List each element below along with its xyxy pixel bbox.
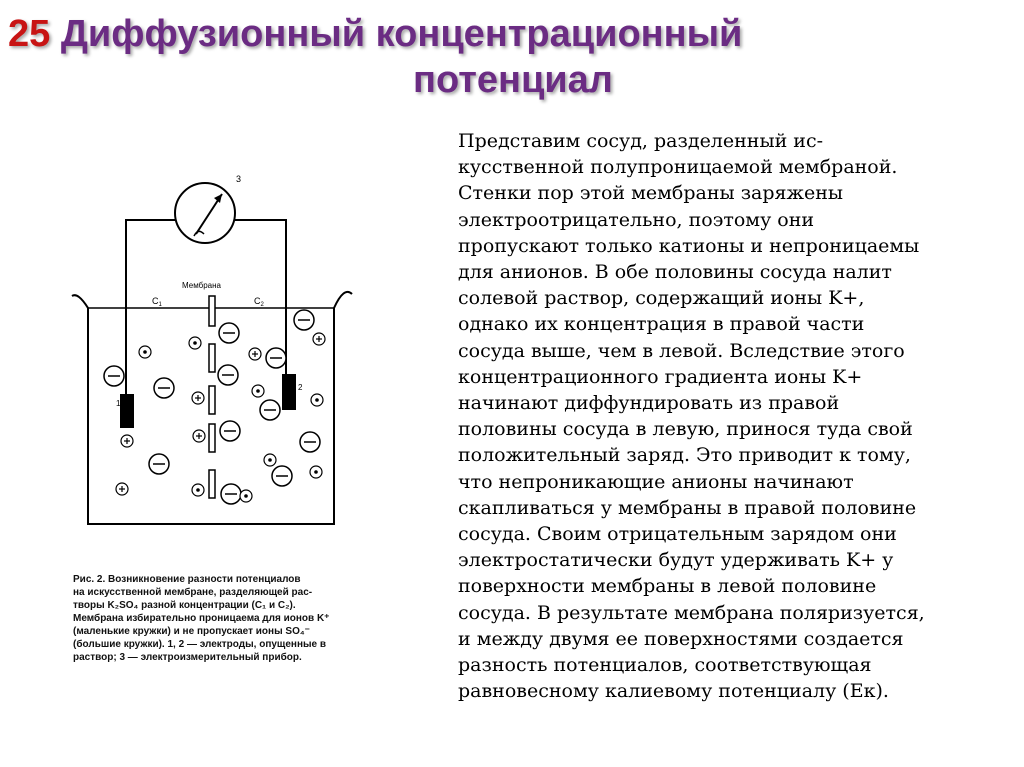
c2-label: $C_2$ [254,296,264,308]
cation-icon [189,337,201,349]
anion-icon [220,421,240,441]
anion-icon [154,378,174,398]
title-line-2: потенциал [413,59,613,101]
slide-number: 25 [8,13,51,55]
electrode-2 [282,374,296,410]
figure-caption: Рис. 2. Возникновение разности потенциалов на искусственной мембране, разделяющей рас- творы K₂SO₄ разной концентрации (C₁ и C₂). Мембрана избирательно проницаема для ионов K⁺ (маленькие кружки) и не пропускает ионы SO₄⁻ (большие кружки). 1, 2 — электроды, опущенные в раствор; 3 — электроизмерительный прибор. [73,574,330,663]
membrane [209,296,215,498]
diagram-svg [64,168,374,533]
cation-icon [192,392,204,404]
anion-icon [219,323,239,343]
cation-icon [192,484,204,496]
anion-icon [266,348,286,368]
membrane-diagram [64,168,374,533]
cation-icon [264,454,276,466]
cation-icon [249,348,261,360]
cation-icon [193,430,205,442]
cation-icon [116,483,128,495]
anion-icon [218,365,238,385]
cation-icon [252,385,264,397]
anion-icon [294,310,314,330]
cations [116,333,325,502]
anion-icon [300,432,320,452]
cation-icon [240,490,252,502]
electrode-2-label: 2 [298,383,303,392]
slide-title [8,12,1018,102]
voltmeter-icon [175,183,235,243]
anion-icon [149,454,169,474]
body-paragraph: Представим сосуд, разделенный ис- кусственной полупроницаемой мембраной. Стенки пор этой мембраны заряжены электроотрицательно, поэтому они пропускают только катионы и непроницаемы для анионов. В обе половины сосуда налит солевой раствор, содержащий ионы K+, однако их концентрация в правой части сосуда выше, чем в левой. Вследствие этого концентрационного градиента ионы K+ начинают диффундировать из правой половины сосуда в левую, принося туда свой положительный заряд. Это приводит к тому, что непроникающие анионы начинают скапливаться у мембраны в правой половине сосуда. Своим отрицательным зарядом они электростатически будут удерживать K+ у поверхности мембраны в левой половине сосуда. В результате мембрана поляризуется, и между двумя ее поверхностями создается разность потенциалов, соответствующая равновесному калиевому потенциалу (Eк). [458,130,925,703]
cation-icon [310,466,322,478]
membrane-label: Мембрана [182,281,221,290]
vessel-lip-left [72,295,88,308]
anion-icon [104,366,124,386]
c1-label: $C_1$ [152,296,162,308]
cation-icon [139,346,151,358]
cation-icon [313,333,325,345]
cation-icon [121,435,133,447]
anion-icon [260,400,280,420]
vessel-lip-right [334,292,352,308]
electrode-1-label: 1 [116,399,121,408]
anion-icon [272,466,292,486]
meter-label: 3 [236,174,242,184]
electrode-1 [120,394,134,428]
title-line-1: Диффузионный концентрационный [60,13,743,55]
anion-icon [221,484,241,504]
cation-icon [311,394,323,406]
